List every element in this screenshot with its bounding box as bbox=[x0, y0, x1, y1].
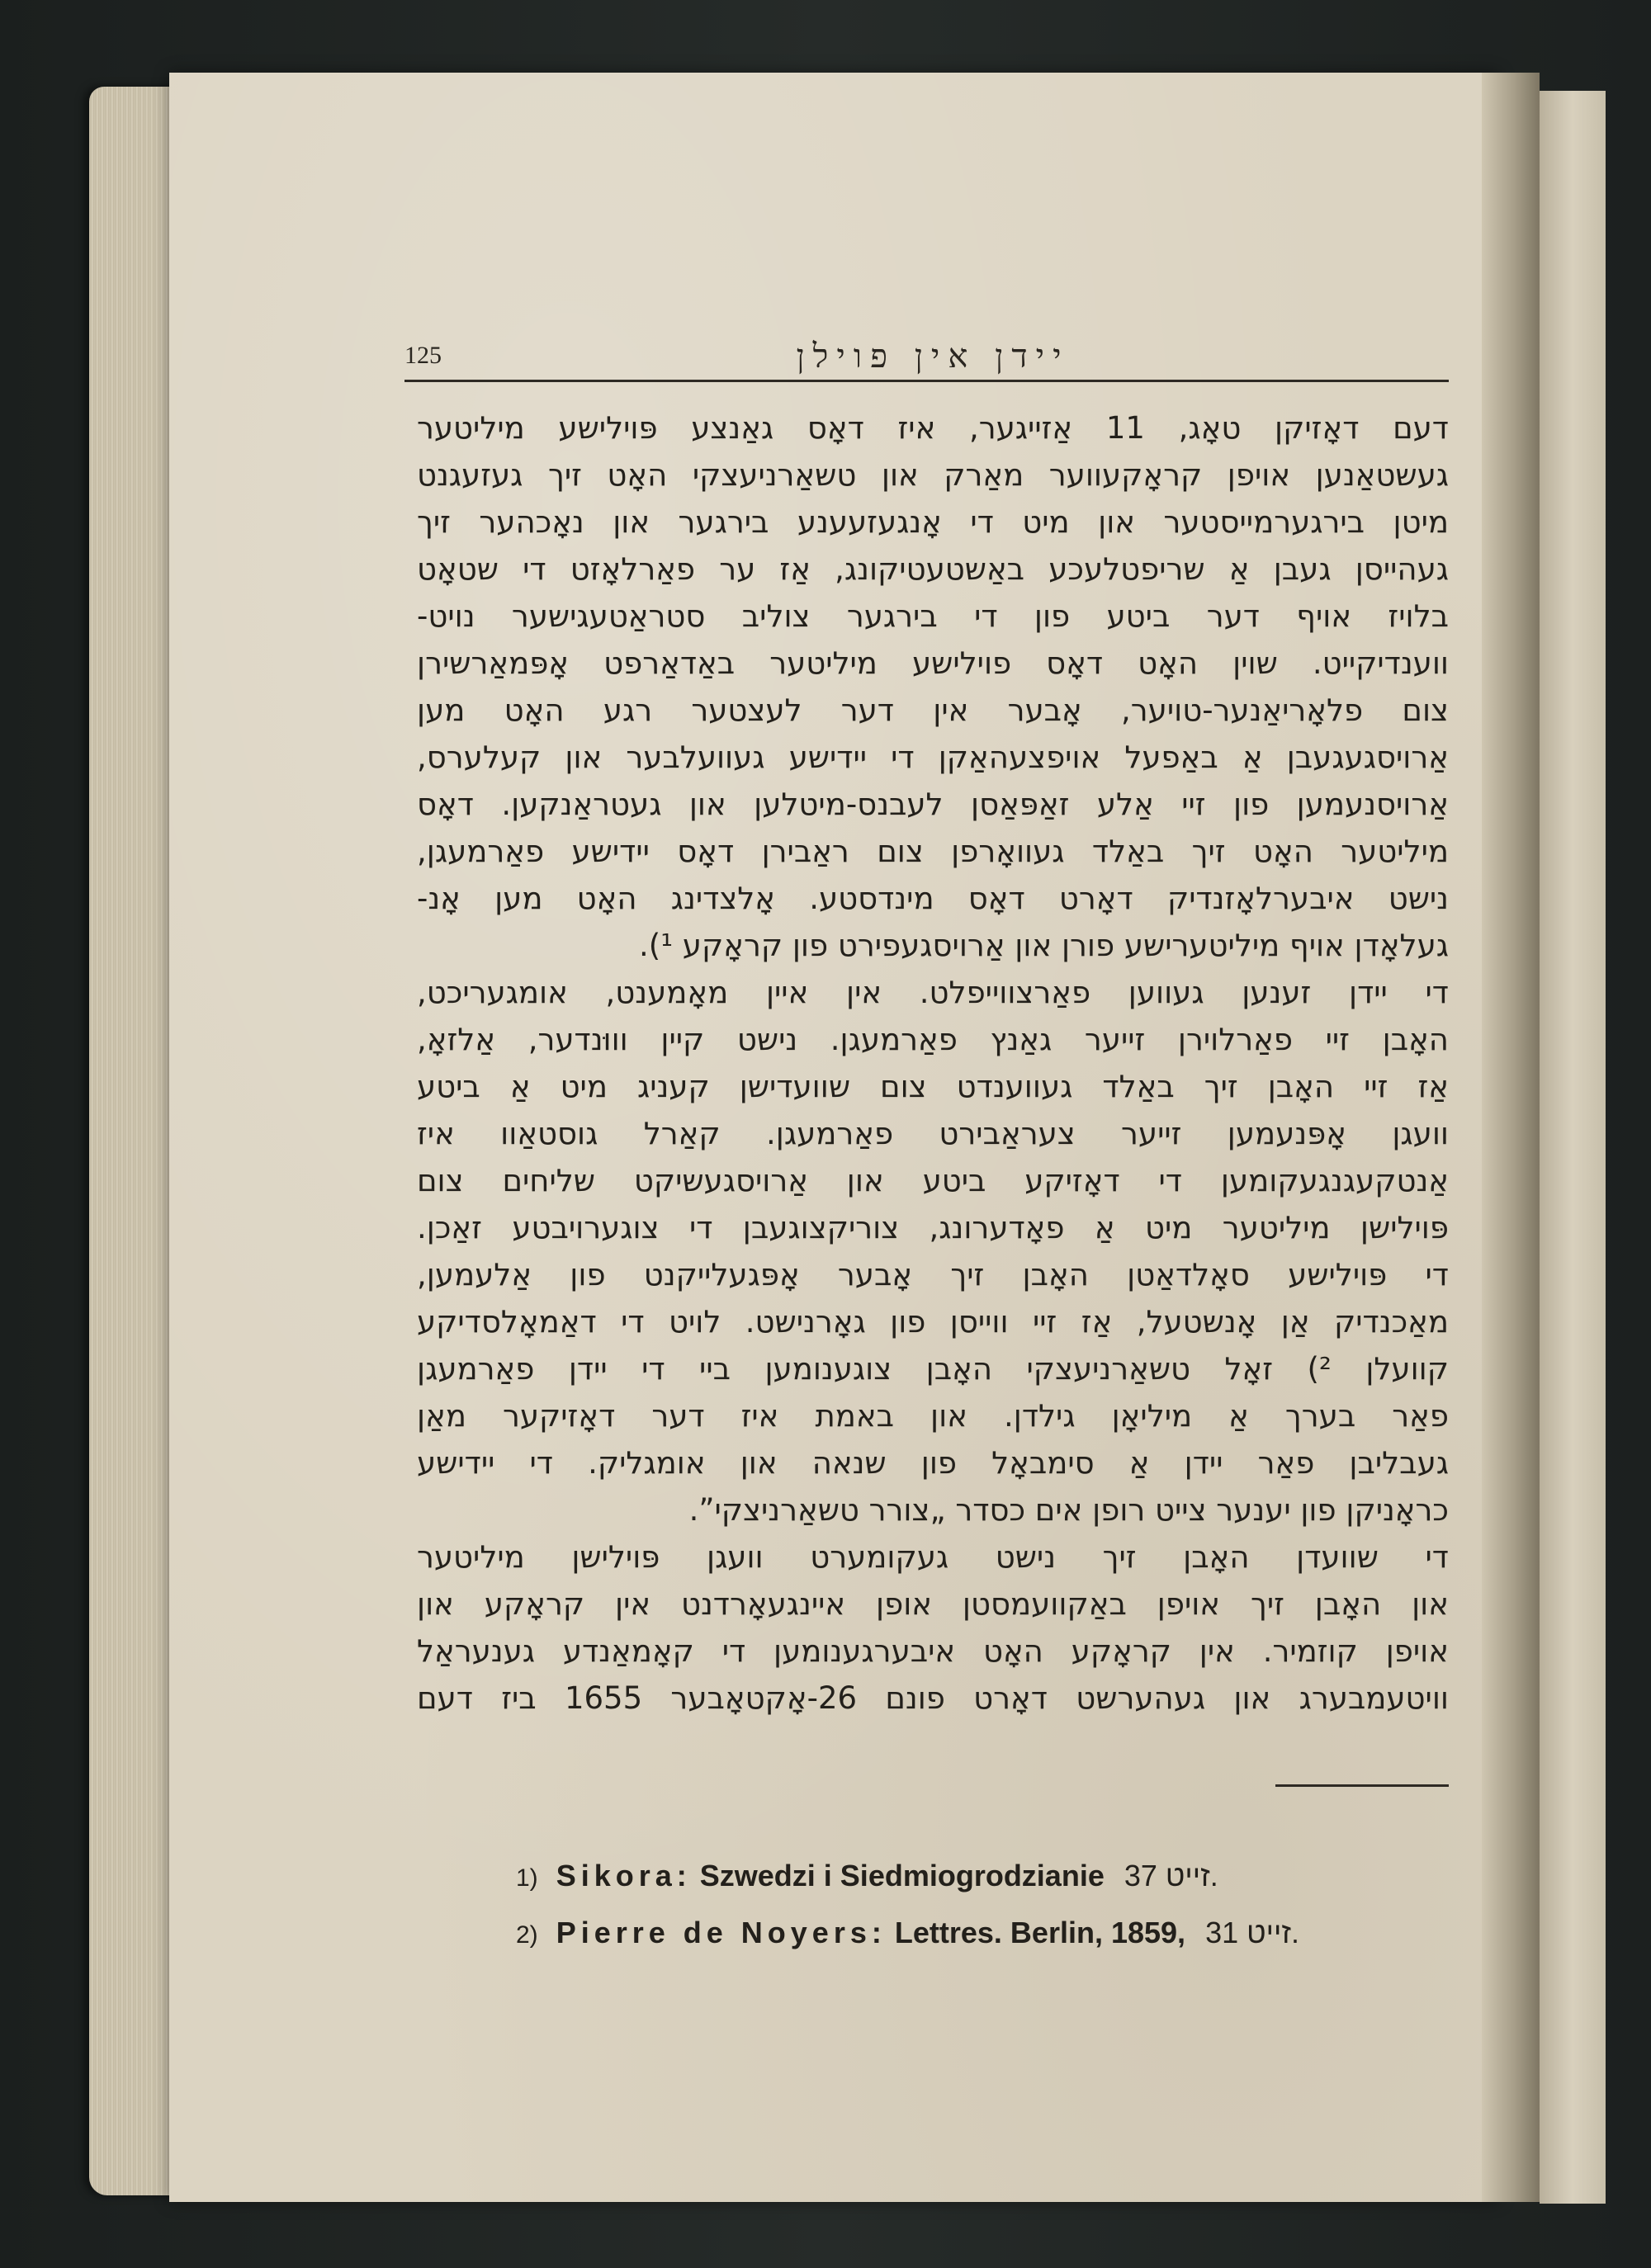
text-line: מאַכנדיק אַן אָנשטעל, אַז זיי ווייסן פון גאָרנישט. לויט די דאַמאָלסדיקע bbox=[417, 1304, 1449, 1340]
text-line: האָבן זיי פאַרלוירן זייער גאַנץ פאַרמעגן. נישט קיין וווּנדער, אַלזאָ, bbox=[417, 1022, 1449, 1057]
text-line: די יידן זענען געווען פאַרצווייפלט. אין איין מאָמענט, אומגעריכט, bbox=[417, 975, 1449, 1010]
text-line: אויפן קוזמיר. אין קראָקע האָט איבערגענומען די קאָמאַנדע גענעראַל bbox=[417, 1633, 1449, 1669]
footnote-page-ref: זייט 37. bbox=[1124, 1859, 1218, 1892]
text-line: מיטן בירגערמייסטער און מיט די אָנגעזעענע בירגער און נאָכהער זיך bbox=[417, 504, 1449, 540]
footnote-page-ref: זייט 31. bbox=[1205, 1916, 1299, 1949]
footnote-rule bbox=[1275, 1784, 1449, 1787]
text-line: קוועלן ²) זאָל טשאַרניעצקי האָבן צוגענומען ביי די יידן פאַרמעגן bbox=[417, 1351, 1449, 1387]
text-line: אַנטקעגנגעקומען די דאָזיקע ביטע און אַרויסגעשיקט שליחים צום bbox=[417, 1163, 1449, 1198]
text-line: בלויז אויף דער ביטע פון די בירגער צוליב סטראַטעגישער נויט- bbox=[417, 598, 1449, 634]
footnote-author: Pierre de Noyers: bbox=[556, 1916, 887, 1949]
text-line: געבליבן פאַר יידן אַ סימבאָל פון שנאה און אומגליק. די יידישע bbox=[417, 1445, 1449, 1481]
footnote-2 bbox=[516, 1906, 1465, 1963]
text-line: אַרויסגעגעבן אַ באַפעל אויפצעהאַקן די יידישע געוועלבער און קעלערס, bbox=[417, 739, 1449, 775]
running-title: יידן אין פוילן bbox=[796, 338, 1070, 376]
text-line: פאַר בערך אַ מיליאָן גילדן. און באמת איז דער דאָזיקער מאַן bbox=[417, 1398, 1449, 1434]
text-line: וויטעמבערג און געהערשט דאָרט פונם 26-אָקטאָבער 1655 ביז דעם bbox=[417, 1680, 1449, 1716]
text-line: געלאָדן אויף מיליטערישע פורן און אַרויסגעפירט פון קראָקע ¹). bbox=[639, 928, 1449, 963]
footnote-author: Sikora: bbox=[556, 1859, 692, 1892]
page-edges bbox=[89, 87, 180, 2195]
text-line: פּוילישן מיליטער מיט אַ פאָדערונג, צוריקצוגעבן די צוגערויבטע זאַכן. bbox=[417, 1210, 1449, 1245]
text-line: דעם דאָזיקן טאָג, 11 אַזייגער, איז דאָס גאַנצע פּוילישע מיליטער bbox=[417, 410, 1449, 446]
text-line: די שוועדן האָבן זיך נישט געקומערט וועגן פּוילישן מיליטער bbox=[417, 1539, 1449, 1575]
text-line: אַרויסנעמען פון זיי אַלע זאַפּאַסן לעבנס-מיטלען און געטראַנקען. דאָס bbox=[417, 787, 1449, 822]
text-line: און האָבן זיך אויפן באַקוועמסטן אופן איינגעאָרדנט אין קראָקע און bbox=[417, 1586, 1449, 1622]
facing-page-edge bbox=[1540, 91, 1606, 2204]
book-gutter bbox=[1482, 73, 1540, 2202]
text-line: וועגן אָפּנעמען זייער צעראַבירט פאַרמעגן. קאַרל גוסטאַוו איז bbox=[417, 1116, 1449, 1151]
footnotes bbox=[516, 1849, 1465, 1963]
page-number: 125 bbox=[404, 342, 442, 369]
page-header bbox=[404, 330, 1449, 382]
footnote-title: Lettres. Berlin, 1859, bbox=[894, 1916, 1186, 1949]
text-line: געהייסן געבן אַ שריפטלעכע באַשטעטיקונג, אַז ער פאַרלאָזט די שטאָט bbox=[417, 551, 1449, 587]
text-line: מיליטער האָט זיך באַלד געוואָרפן צום ראַבירן דאָס יידישע פאַרמעגן, bbox=[417, 834, 1449, 869]
footnote-marker: 2) bbox=[516, 1921, 538, 1949]
text-line: צום פלאָריאַנער-טויער, אָבער אין דער לעצטער רגע האָט מען bbox=[417, 692, 1449, 728]
text-line: די פּוילישע סאָלדאַטן האָבן זיך אָבער אָפּגעלייקנט פון אַלעמען, bbox=[417, 1257, 1449, 1292]
text-line: נישט איבערלאָזנדיק דאָרט דאָס מינדסטע. אָלצדינג האָט מען אָנ- bbox=[417, 881, 1449, 916]
text-line: ווענדיקייט. שוין האָט דאָס פוילישע מיליטער באַדאַרפט אָפּמאַרשירן bbox=[417, 645, 1449, 681]
text-line: כראָניקן פון יענער צייט רופן אים כסדר „צורר טשאַרניצקי”. bbox=[688, 1492, 1449, 1528]
text-line: אַז זיי האָבן זיך באַלד געווענדט צום שוועדישן קעניג מיט אַ ביטע bbox=[417, 1069, 1449, 1104]
footnote-marker: 1) bbox=[516, 1864, 538, 1892]
footnote-title: Szwedzi i Siedmiogrodzianie bbox=[699, 1859, 1105, 1892]
text-line: געשטאַנען אויפן קראָקעווער מאַרק און טשאַרניעצקי האָט זיך געזעגנט bbox=[417, 457, 1449, 493]
footnote-1 bbox=[516, 1849, 1465, 1906]
body-text bbox=[417, 404, 1449, 1722]
